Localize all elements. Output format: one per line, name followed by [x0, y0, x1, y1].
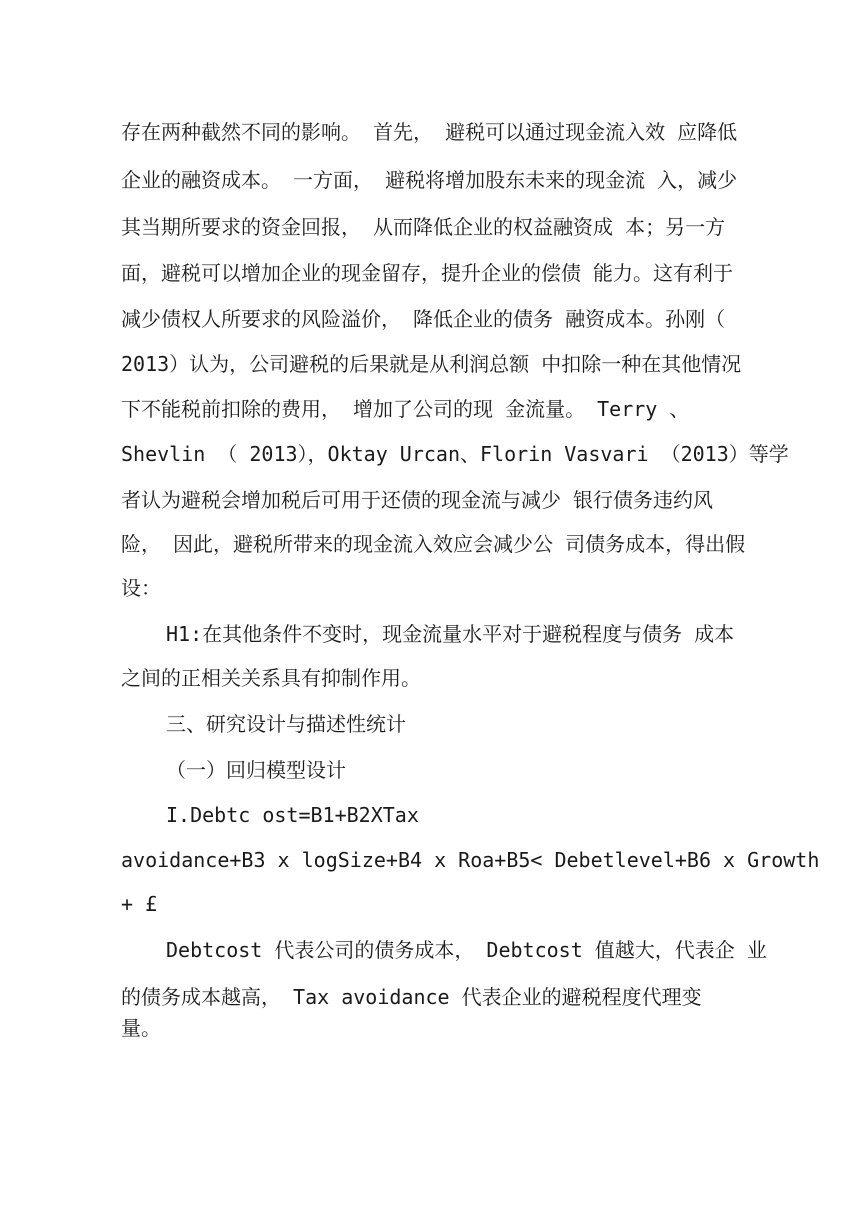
paragraph-line: 者认为避税会增加税后可用于还债的现金流与减少 银行债务违约风	[121, 488, 714, 512]
paragraph-line: 的债务成本越高， Tax avoidance 代表企业的避税程度代理变	[121, 985, 702, 1009]
paragraph-line: 面，避税可以增加企业的现金留存，提升企业的偿债 能力。这有利于	[121, 261, 734, 285]
paragraph-line: 存在两种截然不同的影响。 首先， 避税可以通过现金流入效 应降低	[121, 120, 738, 144]
paragraph-line: 2013）认为，公司避税的后果就是从利润总额 中扣除一种在其他情况	[121, 352, 742, 376]
formula-line: avoidance+B3 x logSize+B4 x Roa+B5< Debetlevel+B6 x Growth	[121, 848, 820, 872]
paragraph-line: Debtcost 代表公司的债务成本， Debtcost 值越大，代表企 业	[166, 938, 767, 962]
subsection-heading: （一）回归模型设计	[166, 758, 346, 782]
paragraph-line: 其当期所要求的资金回报， 从而降低企业的权益融资成 本；另一方	[121, 215, 726, 239]
paragraph-line: Shevlin （ 2013），Oktay Urcan、Florin Vasvari （2013）等学	[121, 442, 789, 466]
hypothesis-line: 之间的正相关关系具有抑制作用。	[121, 666, 421, 690]
paragraph-line: 下不能税前扣除的费用， 增加了公司的现 金流量。 Terry 、	[121, 397, 690, 421]
hypothesis-line: H1:在其他条件不变时，现金流量水平对于避税程度与债务 成本	[166, 622, 735, 646]
paragraph-line: 减少债权人所要求的风险溢价， 降低企业的债务 融资成本。孙刚（	[121, 307, 726, 331]
paragraph-line: 企业的融资成本。 一方面， 避税将增加股东未来的现金流 入，减少	[121, 168, 738, 192]
paragraph-line: 设：	[121, 576, 161, 600]
paragraph-line: 险， 因此，避税所带来的现金流入效应会减少公 司债务成本，得出假	[121, 532, 746, 556]
paragraph-line: 量。	[121, 1016, 161, 1040]
formula-line: I.Debtc ost=B1+B2XTax	[166, 803, 419, 827]
section-heading: 三、研究设计与描述性统计	[166, 712, 406, 736]
formula-line: + £	[121, 892, 158, 916]
